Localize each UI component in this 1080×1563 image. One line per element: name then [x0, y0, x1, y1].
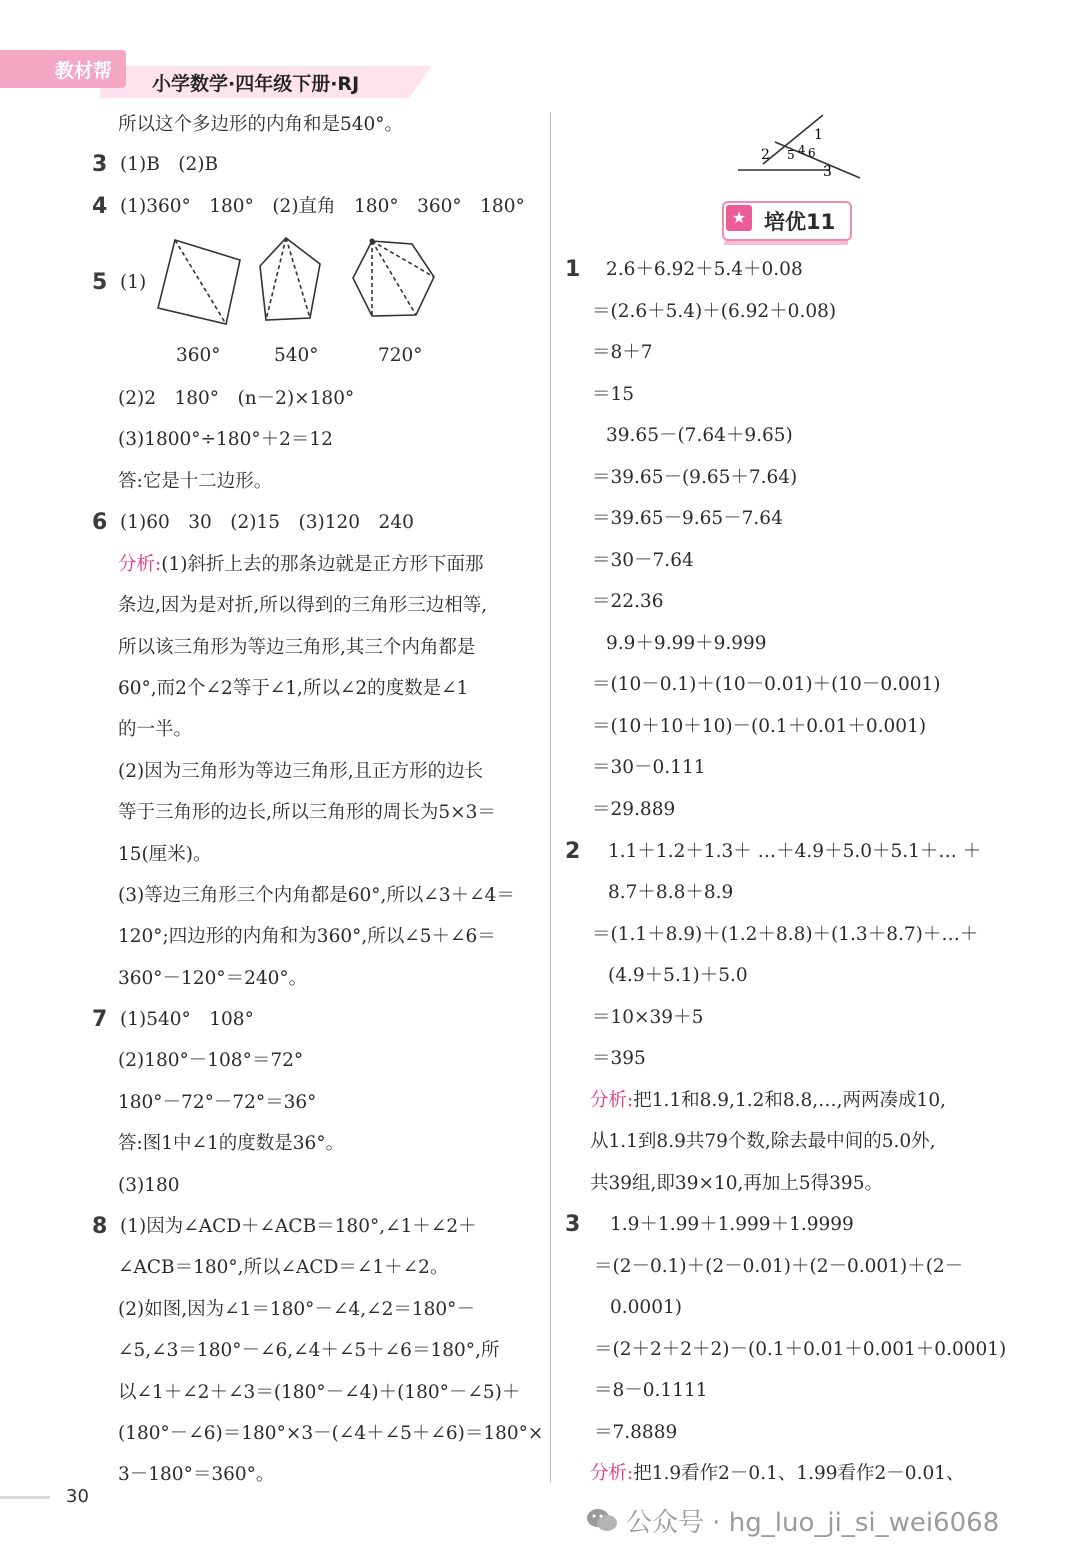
- polygon-figures: [150, 232, 450, 332]
- answer-line: (1)360° 180° (2)直角 180° 360° 180°: [120, 196, 525, 217]
- analysis-label: 分析:: [118, 554, 162, 575]
- answer-line: (180°－∠6)＝180°×3－(∠4＋∠5＋∠6)＝180°×: [118, 1423, 544, 1444]
- analysis-line: 共39组,即39×10,再加上5得395。: [590, 1173, 883, 1194]
- answer-line: ∠5,∠3＝180°－∠6,∠4＋∠5＋∠6＝180°,所: [118, 1340, 500, 1361]
- calc-line: ＝395: [592, 1048, 646, 1069]
- calc-line: ＝7.8889: [594, 1422, 678, 1443]
- answer-line: ∠ACB＝180°,所以∠ACD＝∠1＋∠2。: [118, 1257, 449, 1278]
- page-number: 30: [66, 1486, 89, 1507]
- answer-line: (2)如图,因为∠1＝180°－∠4,∠2＝180°－: [118, 1299, 475, 1320]
- header-tab: [0, 50, 126, 88]
- calc-line: (4.9＋5.1)＋5.0: [608, 965, 748, 986]
- analysis-line: 分析:把1.1和8.9,1.2和8.8,…,两两凑成10,: [590, 1090, 946, 1111]
- answer-line: 答:图1中∠1的度数是36°。: [118, 1133, 345, 1154]
- analysis-line: 360°－120°＝240°。: [118, 968, 308, 989]
- page-number-rule: [0, 1496, 50, 1499]
- answer-line: (1)因为∠ACD＋∠ACB＝180°,∠1＋∠2＋: [120, 1216, 477, 1237]
- answer-line: 180°－72°－72°＝36°: [118, 1092, 317, 1113]
- calc-line: ＝10×39＋5: [592, 1007, 704, 1028]
- question-number: 2: [565, 839, 581, 864]
- section-badge: [722, 201, 852, 241]
- calc-line: 2.6＋6.92＋5.4＋0.08: [606, 259, 803, 280]
- analysis-line: (2)因为三角形为等边三角形,且正方形的边长: [118, 761, 484, 782]
- answer-line: (1)B (2)B: [120, 154, 219, 175]
- calc-line: ＝29.889: [592, 799, 676, 820]
- calc-line: ＝39.65－9.65－7.64: [592, 508, 783, 529]
- pentagon-figure: [260, 238, 320, 320]
- question-number: 1: [565, 257, 581, 282]
- answer-line: 所以这个多边形的内角和是540°。: [118, 114, 404, 135]
- angle-label: 6: [808, 146, 816, 160]
- answer-line: (1): [120, 272, 147, 293]
- question-number: 6: [92, 510, 108, 535]
- answer-line: (1)60 30 (2)15 (3)120 240: [120, 512, 414, 533]
- answer-line: 3－180°＝360°。: [118, 1464, 275, 1485]
- angle-label: 4: [798, 143, 806, 157]
- analysis-line: 60°,而2个∠2等于∠1,所以∠2的度数是∠1: [118, 678, 469, 699]
- angle-label: 3: [823, 164, 832, 180]
- calc-line: ＝(2＋2＋2＋2)－(0.1＋0.01＋0.001＋0.0001): [594, 1339, 1007, 1360]
- calc-line: 1.1＋1.2＋1.3＋ …＋4.9＋5.0＋5.1＋… ＋: [608, 841, 982, 862]
- triangle-angle-figure: [735, 112, 865, 182]
- answer-line: (3)180: [118, 1175, 180, 1196]
- hexagon-figure: [353, 241, 434, 316]
- answer-line: (1)540° 108°: [120, 1009, 254, 1030]
- calc-line: ＝(2－0.1)＋(2－0.01)＋(2－0.001)＋(2－: [594, 1256, 964, 1277]
- figure-label: 540°: [274, 345, 319, 366]
- figure-label: 360°: [176, 345, 221, 366]
- analysis-line: 所以该三角形为等边三角形,其三个内角都是: [118, 637, 476, 658]
- analysis-line: (3)等边三角形三个内角都是60°,所以∠3＋∠4＝: [118, 885, 515, 906]
- analysis-line: 15(厘米)。: [118, 844, 212, 865]
- section-title: 培优11: [764, 210, 836, 234]
- analysis-line: 从1.1到8.9共79个数,除去最中间的5.0外,: [590, 1131, 936, 1152]
- wechat-icon: [585, 1506, 619, 1534]
- answer-line: 以∠1＋∠2＋∠3＝(180°－∠4)＋(180°－∠5)＋: [118, 1382, 521, 1403]
- calc-line: ＝8＋7: [592, 342, 653, 363]
- calc-line: 1.9＋1.99＋1.999＋1.9999: [610, 1214, 854, 1235]
- analysis-label: 分析:: [590, 1090, 634, 1111]
- calc-line: ＝30－0.111: [592, 757, 706, 778]
- calc-line: ＝(10＋10＋10)－(0.1＋0.01＋0.001): [592, 716, 927, 737]
- calc-line: ＝22.36: [592, 591, 664, 612]
- angle-label: 2: [761, 147, 770, 163]
- question-number: 3: [92, 152, 108, 177]
- calc-line: ＝15: [592, 384, 635, 405]
- calc-line: ＝(10－0.1)＋(10－0.01)＋(10－0.001): [592, 674, 941, 695]
- answer-line: (3)1800°÷180°＋2＝12: [118, 429, 333, 450]
- analysis-line: 条边,因为是对折,所以得到的三角形三边相等,: [118, 595, 488, 616]
- question-number: 4: [92, 194, 108, 219]
- calc-line: 8.7＋8.8＋8.9: [608, 882, 734, 903]
- analysis-line: 等于三角形的边长,所以三角形的周长为5×3＝: [118, 802, 496, 823]
- analysis-line: 分析:(1)斜折上去的那条边就是正方形下面那: [118, 554, 484, 575]
- angle-label: 5: [787, 148, 795, 162]
- calc-line: 39.65－(7.64＋9.65): [606, 425, 793, 446]
- calc-line: ＝(1.1＋8.9)＋(1.2＋8.8)＋(1.3＋8.7)＋…＋: [592, 924, 979, 945]
- analysis-label: 分析:: [590, 1463, 634, 1484]
- question-number: 7: [92, 1007, 108, 1032]
- calc-line: 9.9＋9.99＋9.999: [606, 633, 767, 654]
- star-icon: ★: [726, 205, 752, 231]
- analysis-line: 的一半。: [118, 719, 193, 740]
- question-number: 5: [92, 270, 108, 295]
- header-title: 小学数学·四年级下册·RJ: [152, 73, 360, 95]
- watermark: 公众号 · hg_luo_ji_si_wei6068: [626, 1508, 1000, 1538]
- header-tab-label: 教材帮: [55, 60, 113, 82]
- angle-label: 1: [814, 127, 823, 143]
- calc-line: ＝30－7.64: [592, 550, 694, 571]
- calc-line: ＝(2.6＋5.4)＋(6.92＋0.08): [592, 301, 837, 322]
- calc-line: ＝39.65－(9.65＋7.64): [592, 467, 798, 488]
- analysis-line: 120°;四边形的内角和为360°,所以∠5＋∠6＝: [118, 926, 496, 947]
- quadrilateral-figure: [158, 240, 240, 324]
- answer-line: 答:它是十二边形。: [118, 471, 273, 492]
- answer-line: (2)2 180° (n－2)×180°: [118, 388, 355, 409]
- question-number: 8: [92, 1214, 108, 1239]
- figure-label: 720°: [378, 345, 423, 366]
- calc-line: 0.0001): [610, 1297, 682, 1318]
- calc-line: ＝8－0.1111: [594, 1380, 708, 1401]
- answer-line: (2)180°－108°＝72°: [118, 1050, 304, 1071]
- column-divider: [550, 112, 551, 1482]
- analysis-line: 分析:把1.9看作2－0.1、1.99看作2－0.01、: [590, 1463, 965, 1484]
- question-number: 3: [565, 1212, 581, 1237]
